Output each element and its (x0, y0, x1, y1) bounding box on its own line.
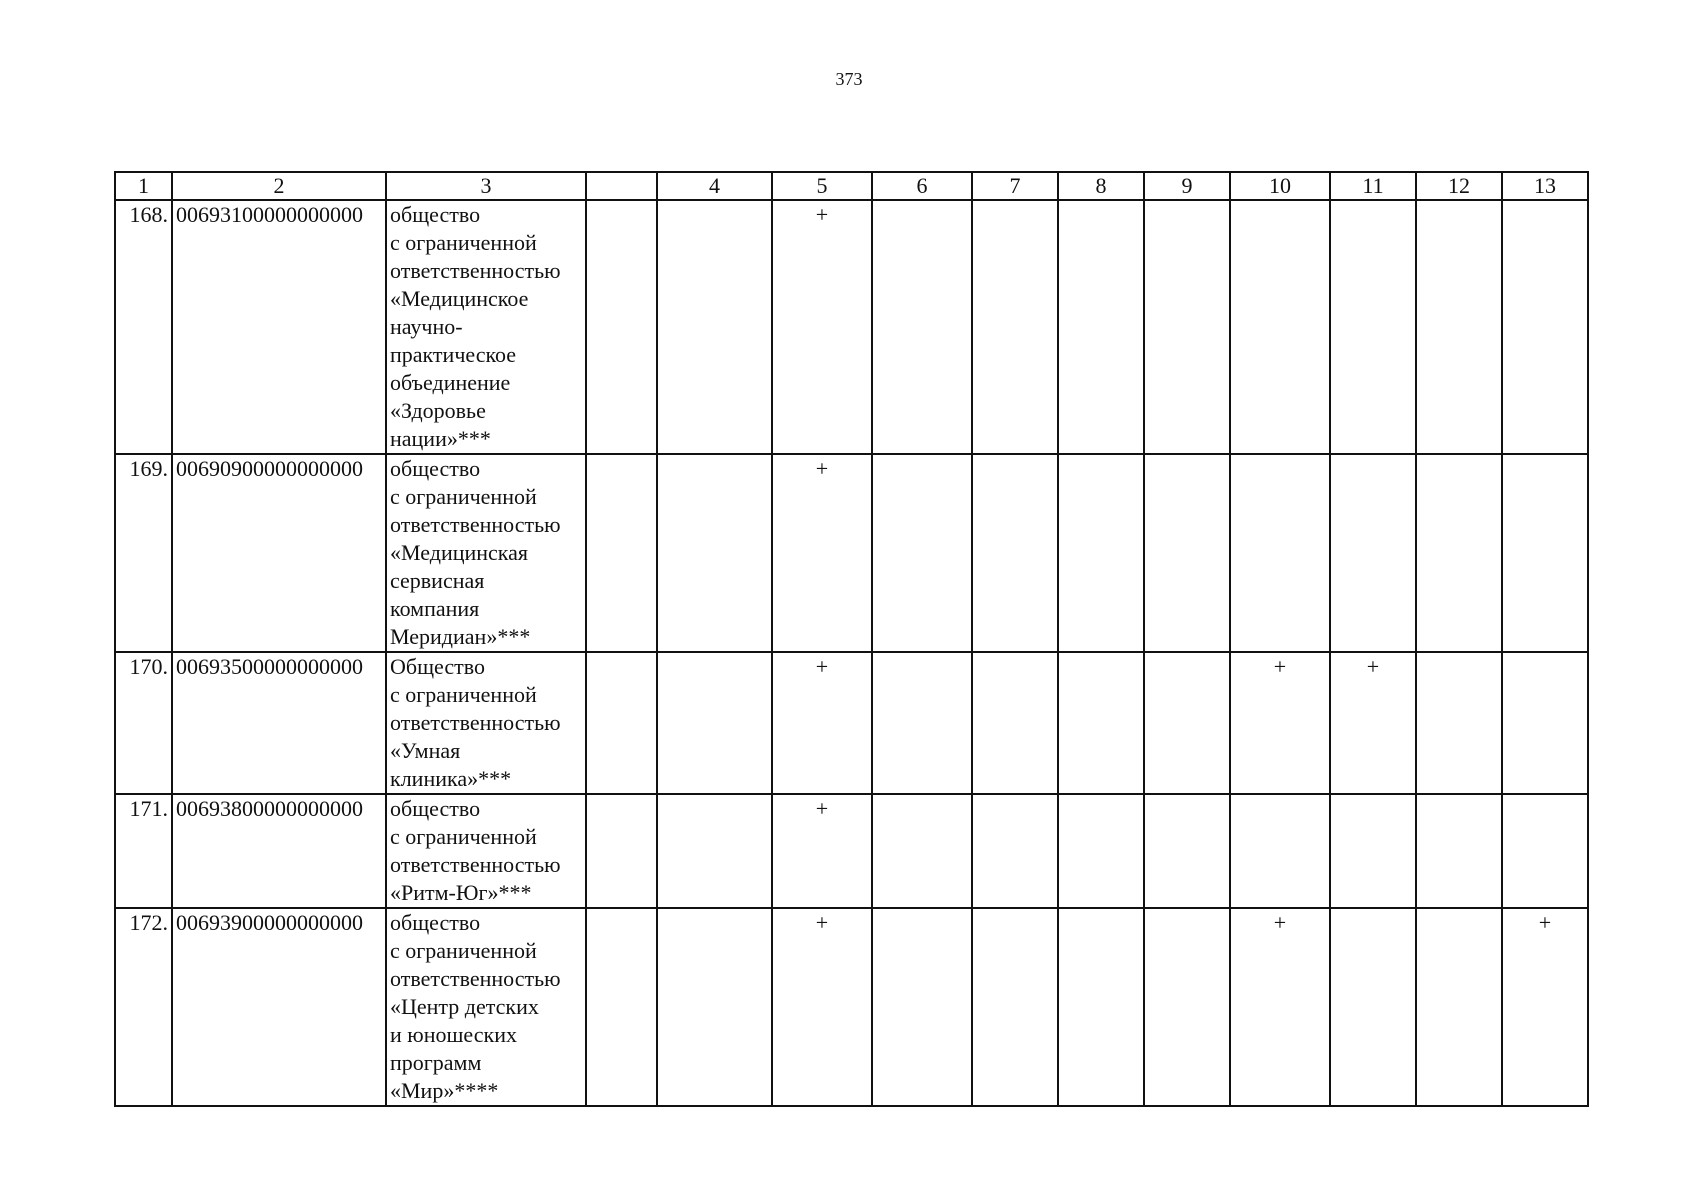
organization-name-line: объединение (390, 370, 511, 395)
organization-name-line: Меридиан»*** (390, 624, 531, 649)
mark-cell (1416, 794, 1502, 908)
header-cell: 13 (1502, 172, 1588, 200)
mark-cell (586, 908, 657, 1106)
mark-cell (586, 454, 657, 652)
organization-name-line: ответственностью (390, 258, 561, 283)
row-number: 171. (115, 794, 172, 908)
mark-cell (1330, 200, 1416, 454)
header-cell: 3 (386, 172, 586, 200)
mark-cell (1058, 908, 1144, 1106)
mark-cell (1416, 908, 1502, 1106)
table-row (115, 454, 1588, 652)
mark-cell: + (772, 794, 872, 908)
mark-cell (1058, 200, 1144, 454)
mark-cell (972, 652, 1058, 794)
mark-cell (1416, 454, 1502, 652)
mark-cell: + (772, 454, 872, 652)
header-cell: 1 (115, 172, 172, 200)
mark-cell (872, 908, 972, 1106)
organization-name (386, 652, 586, 794)
mark-cell: + (772, 652, 872, 794)
organization-code: 00690900000000000 (172, 454, 386, 652)
mark-cell (1416, 652, 1502, 794)
organization-name-line: ответственностью (390, 852, 561, 877)
organization-name-line: общество (390, 456, 481, 481)
organization-name-line: общество (390, 796, 481, 821)
organization-name-line: ответственностью (390, 966, 561, 991)
organization-name-line: «Умная (390, 738, 461, 763)
organization-code: 00693900000000000 (172, 908, 386, 1106)
mark-cell (1330, 454, 1416, 652)
organization-code: 00693100000000000 (172, 200, 386, 454)
organization-name-line: научно- (390, 314, 463, 339)
table-row (115, 652, 1588, 794)
mark-cell: + (1230, 652, 1330, 794)
organization-name-line: компания (390, 596, 480, 621)
organization-name (386, 200, 586, 454)
organization-name-line: «Здоровье (390, 398, 486, 423)
mark-cell (1144, 652, 1230, 794)
mark-cell (972, 454, 1058, 652)
mark-cell (872, 454, 972, 652)
mark-cell: + (772, 200, 872, 454)
mark-cell: + (1330, 652, 1416, 794)
registry-table (114, 171, 1589, 1107)
organization-name-line: программ (390, 1050, 482, 1075)
mark-cell (1058, 454, 1144, 652)
row-number: 170. (115, 652, 172, 794)
organization-name-line: с ограниченной (390, 484, 537, 509)
organization-name-line: Общество (390, 654, 485, 679)
mark-cell (872, 200, 972, 454)
header-cell: 8 (1058, 172, 1144, 200)
organization-name-line: с ограниченной (390, 682, 537, 707)
header-cell: 12 (1416, 172, 1502, 200)
organization-name-line: с ограниченной (390, 938, 537, 963)
mark-cell (657, 200, 772, 454)
mark-cell: + (1502, 908, 1588, 1106)
mark-cell (657, 454, 772, 652)
organization-name-line: «Мир»**** (390, 1078, 499, 1103)
organization-name-line: общество (390, 910, 481, 935)
header-row (115, 172, 1588, 200)
mark-cell (657, 908, 772, 1106)
mark-cell (972, 908, 1058, 1106)
mark-cell (972, 200, 1058, 454)
mark-cell (1416, 200, 1502, 454)
table-row (115, 794, 1588, 908)
mark-cell (872, 652, 972, 794)
table-body (115, 200, 1588, 1106)
header-cell: 6 (872, 172, 972, 200)
mark-cell (1144, 200, 1230, 454)
organization-name-line: с ограниченной (390, 824, 537, 849)
organization-name-line: «Медицинская (390, 540, 529, 565)
mark-cell (1058, 652, 1144, 794)
organization-name-line: практическое (390, 342, 517, 367)
organization-name-line: клиника»*** (390, 766, 512, 791)
organization-name-line: общество (390, 202, 481, 227)
mark-cell (1502, 200, 1588, 454)
mark-cell (657, 794, 772, 908)
mark-cell (1330, 794, 1416, 908)
mark-cell (972, 794, 1058, 908)
header-cell: 10 (1230, 172, 1330, 200)
table-row (115, 200, 1588, 454)
mark-cell (586, 794, 657, 908)
organization-name-line: ответственностью (390, 710, 561, 735)
mark-cell (586, 200, 657, 454)
table-row (115, 908, 1588, 1106)
mark-cell (1330, 908, 1416, 1106)
mark-cell (1502, 794, 1588, 908)
organization-name-line: нации»*** (390, 426, 491, 451)
row-number: 168. (115, 200, 172, 454)
mark-cell (872, 794, 972, 908)
header-cell (586, 172, 657, 200)
organization-name-line: и юношеских (390, 1022, 517, 1047)
organization-name (386, 908, 586, 1106)
header-cell: 2 (172, 172, 386, 200)
row-number: 169. (115, 454, 172, 652)
organization-code: 00693500000000000 (172, 652, 386, 794)
header-cell: 5 (772, 172, 872, 200)
organization-name (386, 794, 586, 908)
mark-cell (1230, 454, 1330, 652)
mark-cell: + (772, 908, 872, 1106)
mark-cell (1144, 794, 1230, 908)
mark-cell (1144, 454, 1230, 652)
organization-name-line: «Медицинское (390, 286, 529, 311)
header-cell: 9 (1144, 172, 1230, 200)
mark-cell (1502, 454, 1588, 652)
row-number: 172. (115, 908, 172, 1106)
mark-cell (657, 652, 772, 794)
mark-cell (1230, 794, 1330, 908)
header-cell: 4 (657, 172, 772, 200)
organization-name-line: ответственностью (390, 512, 561, 537)
organization-name-line: «Центр детских (390, 994, 539, 1019)
header-cell: 11 (1330, 172, 1416, 200)
mark-cell: + (1230, 908, 1330, 1106)
header-cell: 7 (972, 172, 1058, 200)
organization-code: 00693800000000000 (172, 794, 386, 908)
page-number: 373 (835, 69, 863, 89)
mark-cell (1144, 908, 1230, 1106)
mark-cell (1502, 652, 1588, 794)
organization-name-line: сервисная (390, 568, 485, 593)
mark-cell (1230, 200, 1330, 454)
organization-name-line: «Ритм-Юг»*** (390, 880, 532, 905)
organization-name-line: с ограниченной (390, 230, 537, 255)
mark-cell (586, 652, 657, 794)
organization-name (386, 454, 586, 652)
mark-cell (1058, 794, 1144, 908)
